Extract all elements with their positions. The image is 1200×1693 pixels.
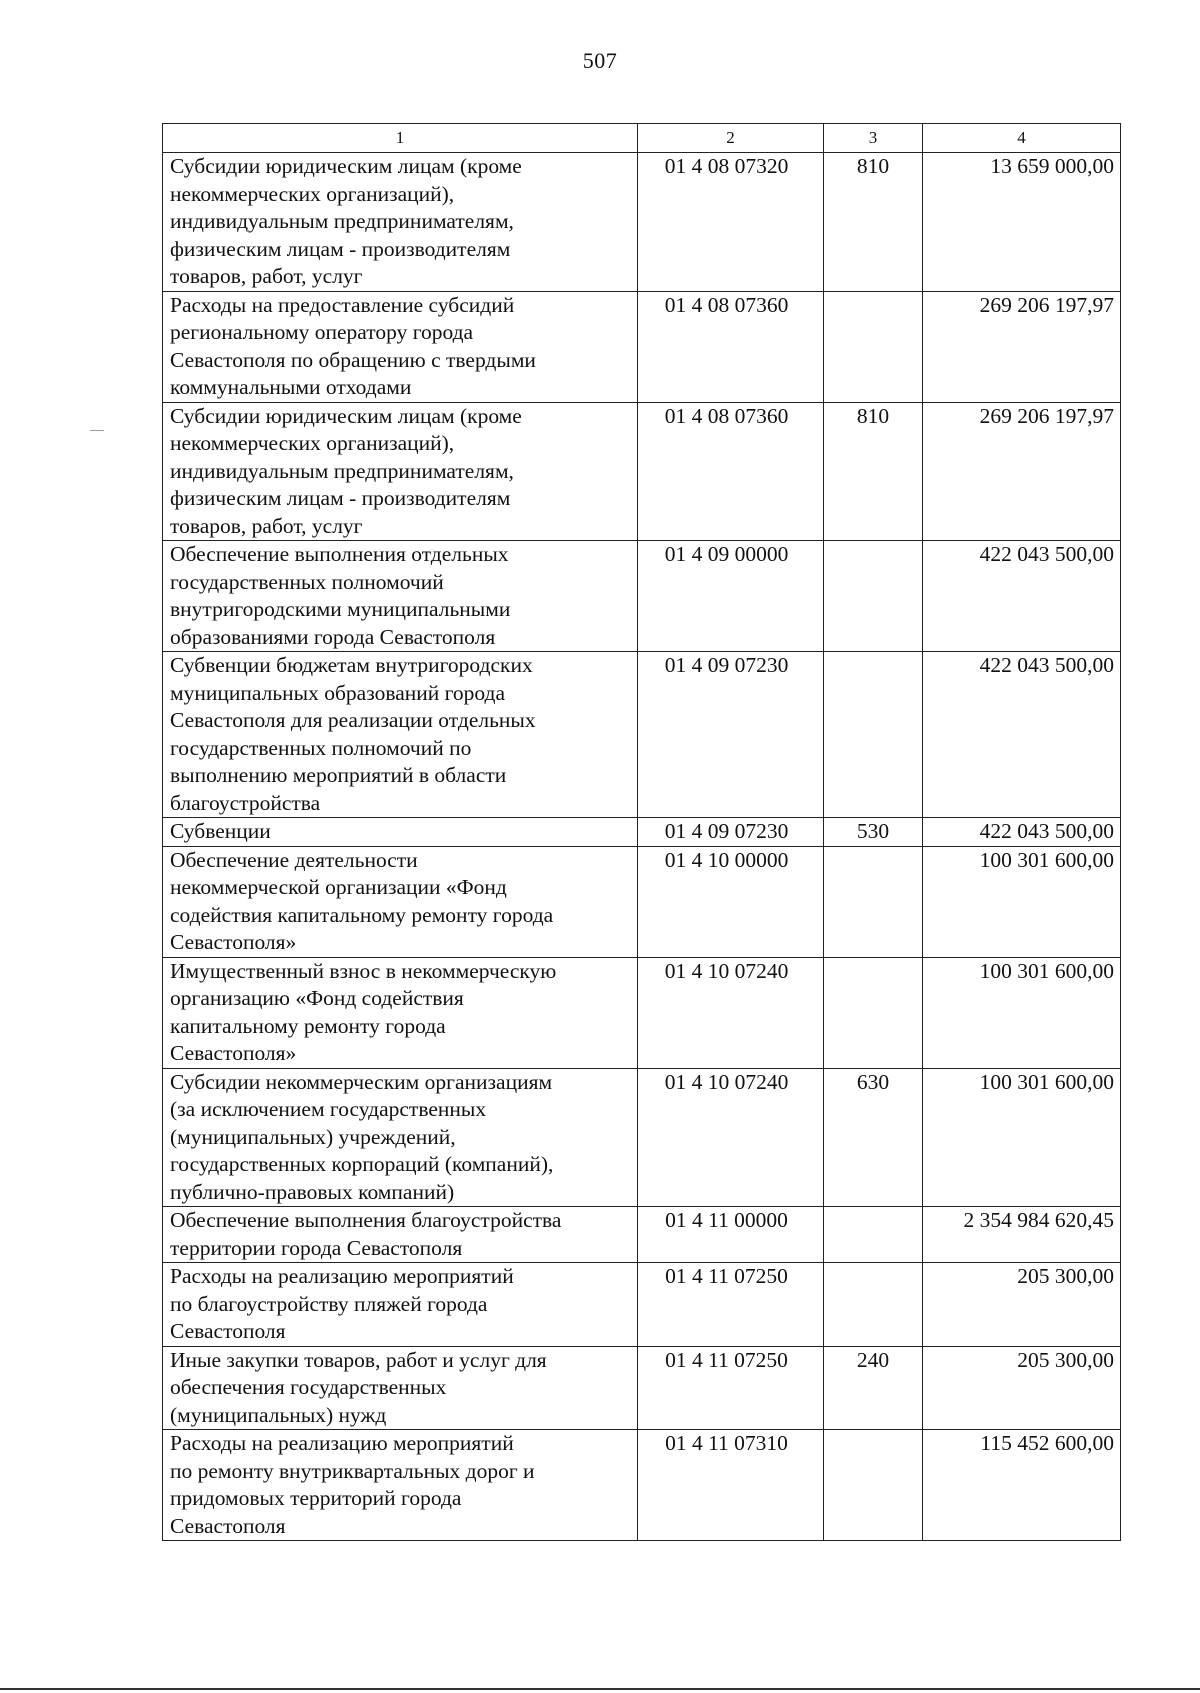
expense-name-line: Обеспечение деятельности xyxy=(170,847,418,872)
expense-name-cell xyxy=(163,291,638,402)
amount-cell: 422 043 500,00 xyxy=(923,541,1121,652)
expense-type-cell: 630 xyxy=(824,1068,923,1207)
expense-name-line: капитальному ремонту города xyxy=(170,1013,446,1038)
expense-type-cell xyxy=(824,1207,923,1263)
amount-cell: 205 300,00 xyxy=(923,1263,1121,1347)
table-header-row xyxy=(163,124,1121,153)
expense-type-cell: 810 xyxy=(824,153,923,292)
table-row xyxy=(163,291,1121,402)
expense-type-cell xyxy=(824,652,923,818)
expense-name-line: выполнению мероприятий в области xyxy=(170,763,507,787)
margin-mark xyxy=(90,430,104,431)
expense-name-line: Севастополя по обращению с твердыми xyxy=(170,347,536,372)
expense-name-line: Субсидии юридическим лицам (кроме xyxy=(170,154,522,178)
expense-name-line: физическим лицам - производителям xyxy=(170,236,511,261)
expense-type-cell: 530 xyxy=(824,818,923,847)
expense-name-line: государственных корпораций (компаний), xyxy=(170,1152,554,1176)
table-row xyxy=(163,846,1121,957)
expense-name-line: придомовых территорий города xyxy=(170,1486,462,1510)
expense-name-line: Севастополя xyxy=(170,1319,286,1343)
expense-type-cell xyxy=(824,541,923,652)
expense-name-line: Обеспечение выполнения благоустройства xyxy=(170,1208,562,1232)
target-code-cell: 01 4 08 07320 xyxy=(638,153,824,292)
table-row xyxy=(163,1430,1121,1541)
target-code-cell: 01 4 11 07250 xyxy=(638,1346,824,1430)
table-row xyxy=(163,153,1121,292)
page-bottom-rule xyxy=(0,1688,1200,1690)
expense-name-line: Обеспечение выполнения отдельных xyxy=(170,542,509,566)
expense-name-cell xyxy=(163,1346,638,1430)
expense-name-cell xyxy=(163,1263,638,1347)
expense-name-cell xyxy=(163,1207,638,1263)
target-code-cell: 01 4 10 07240 xyxy=(638,957,824,1068)
expense-name-cell xyxy=(163,1430,638,1541)
expense-name-line: по благоустройству пляжей города xyxy=(170,1291,488,1316)
target-code-cell: 01 4 11 00000 xyxy=(638,1207,824,1263)
expense-name-cell xyxy=(163,846,638,957)
amount-cell: 2 354 984 620,45 xyxy=(923,1207,1121,1263)
expense-name-line: коммунальными отходами xyxy=(170,375,412,399)
expense-type-cell xyxy=(824,291,923,402)
table-row xyxy=(163,1207,1121,1263)
amount-cell: 115 452 600,00 xyxy=(923,1430,1121,1541)
amount-cell: 100 301 600,00 xyxy=(923,846,1121,957)
expense-name-line: содействия капитальному ремонту города xyxy=(170,902,554,927)
expense-type-cell xyxy=(824,846,923,957)
target-code-cell: 01 4 09 07230 xyxy=(638,818,824,847)
expense-name-line: Севастополя» xyxy=(170,1041,297,1065)
expense-name-line: товаров, работ, услуг xyxy=(170,264,363,288)
amount-cell: 422 043 500,00 xyxy=(923,652,1121,818)
expense-name-line: Севастополя xyxy=(170,1513,286,1538)
expense-name-line: физическим лицам - производителям xyxy=(170,486,511,510)
expense-name-line: государственных полномочий xyxy=(170,569,444,594)
amount-cell: 13 659 000,00 xyxy=(923,153,1121,292)
column-header-2: 2 xyxy=(638,124,824,153)
expense-name-line: Севастополя» xyxy=(170,930,297,954)
expense-name-line: некоммерческой организации «Фонд xyxy=(170,875,507,899)
table-row xyxy=(163,1263,1121,1347)
expense-name-line: государственных полномочий по xyxy=(170,735,472,760)
expense-name-line: организацию «Фонд содействия xyxy=(170,986,464,1010)
amount-cell: 269 206 197,97 xyxy=(923,402,1121,541)
expense-type-cell: 810 xyxy=(824,402,923,541)
expense-name-line: Субвенции бюджетам внутригородских xyxy=(170,653,533,677)
table-row xyxy=(163,957,1121,1068)
column-header-1: 1 xyxy=(163,124,638,153)
expense-name-line: по ремонту внутриквартальных дорог и xyxy=(170,1458,535,1483)
budget-table xyxy=(162,123,1121,1541)
target-code-cell: 01 4 10 07240 xyxy=(638,1068,824,1207)
expense-name-line: публично-правовых компаний) xyxy=(170,1179,455,1204)
expense-name-line: (муниципальных) учреждений, xyxy=(170,1124,456,1149)
expense-type-cell xyxy=(824,957,923,1068)
expense-name-line: товаров, работ, услуг xyxy=(170,513,363,538)
expense-name-cell xyxy=(163,541,638,652)
target-code-cell: 01 4 10 00000 xyxy=(638,846,824,957)
target-code-cell: 01 4 11 07250 xyxy=(638,1263,824,1347)
expense-name-line: некоммерческих организаций), xyxy=(170,431,455,455)
expense-name-line: Имущественный взнос в некоммерческую xyxy=(170,958,557,983)
expense-name-line: (муниципальных) нужд xyxy=(170,1402,387,1427)
expense-name-line: индивидуальным предпринимателям, xyxy=(170,209,514,233)
target-code-cell: 01 4 09 07230 xyxy=(638,652,824,818)
expense-name-line: Расходы на реализацию мероприятий xyxy=(170,1431,514,1455)
amount-cell: 422 043 500,00 xyxy=(923,818,1121,847)
target-code-cell: 01 4 11 07310 xyxy=(638,1430,824,1541)
expense-name-cell xyxy=(163,402,638,541)
expense-name-line: Субсидии некоммерческим организациям xyxy=(170,1069,553,1094)
expense-name-line: Иные закупки товаров, работ и услуг для xyxy=(170,1347,547,1372)
amount-cell: 269 206 197,97 xyxy=(923,291,1121,402)
table-row xyxy=(163,541,1121,652)
expense-name-line: образованиями города Севастополя xyxy=(170,624,496,649)
target-code-cell: 01 4 08 07360 xyxy=(638,402,824,541)
expense-name-line: некоммерческих организаций), xyxy=(170,181,455,206)
expense-name-cell xyxy=(163,1068,638,1207)
expense-name-line: (за исключением государственных xyxy=(170,1097,487,1121)
expense-name-line: индивидуальным предпринимателям, xyxy=(170,458,514,483)
target-code-cell: 01 4 09 00000 xyxy=(638,541,824,652)
expense-type-cell: 240 xyxy=(824,1346,923,1430)
expense-name-cell xyxy=(163,818,638,847)
expense-name-line: Субвенции xyxy=(170,819,271,843)
amount-cell: 100 301 600,00 xyxy=(923,1068,1121,1207)
expense-name-cell xyxy=(163,153,638,292)
table-body xyxy=(163,153,1121,1541)
expense-name-line: благоустройства xyxy=(170,790,321,815)
expense-name-line: региональному оператору города xyxy=(170,320,474,344)
expense-type-cell xyxy=(824,1430,923,1541)
expense-name-line: Расходы на реализацию мероприятий xyxy=(170,1264,514,1288)
expense-name-line: внутригородскими муниципальными xyxy=(170,597,511,621)
table-row xyxy=(163,1346,1121,1430)
table-row xyxy=(163,402,1121,541)
amount-cell: 100 301 600,00 xyxy=(923,957,1121,1068)
amount-cell: 205 300,00 xyxy=(923,1346,1121,1430)
expense-name-line: муниципальных образований города xyxy=(170,680,506,705)
table-row xyxy=(163,652,1121,818)
expense-name-line: Севастополя для реализации отдельных xyxy=(170,708,536,732)
expense-type-cell xyxy=(824,1263,923,1347)
expense-name-cell xyxy=(163,957,638,1068)
expense-name-line: территории города Севастополя xyxy=(170,1235,463,1260)
target-code-cell: 01 4 08 07360 xyxy=(638,291,824,402)
expense-name-line: Расходы на предоставление субсидий xyxy=(170,292,515,317)
table-row xyxy=(163,818,1121,847)
column-header-3: 3 xyxy=(824,124,923,153)
expense-name-line: обеспечения государственных xyxy=(170,1375,447,1399)
page-number: 507 xyxy=(582,48,618,73)
table-row xyxy=(163,1068,1121,1207)
expense-name-cell xyxy=(163,652,638,818)
expense-name-line: Субсидии юридическим лицам (кроме xyxy=(170,403,522,428)
column-header-4: 4 xyxy=(923,124,1121,153)
